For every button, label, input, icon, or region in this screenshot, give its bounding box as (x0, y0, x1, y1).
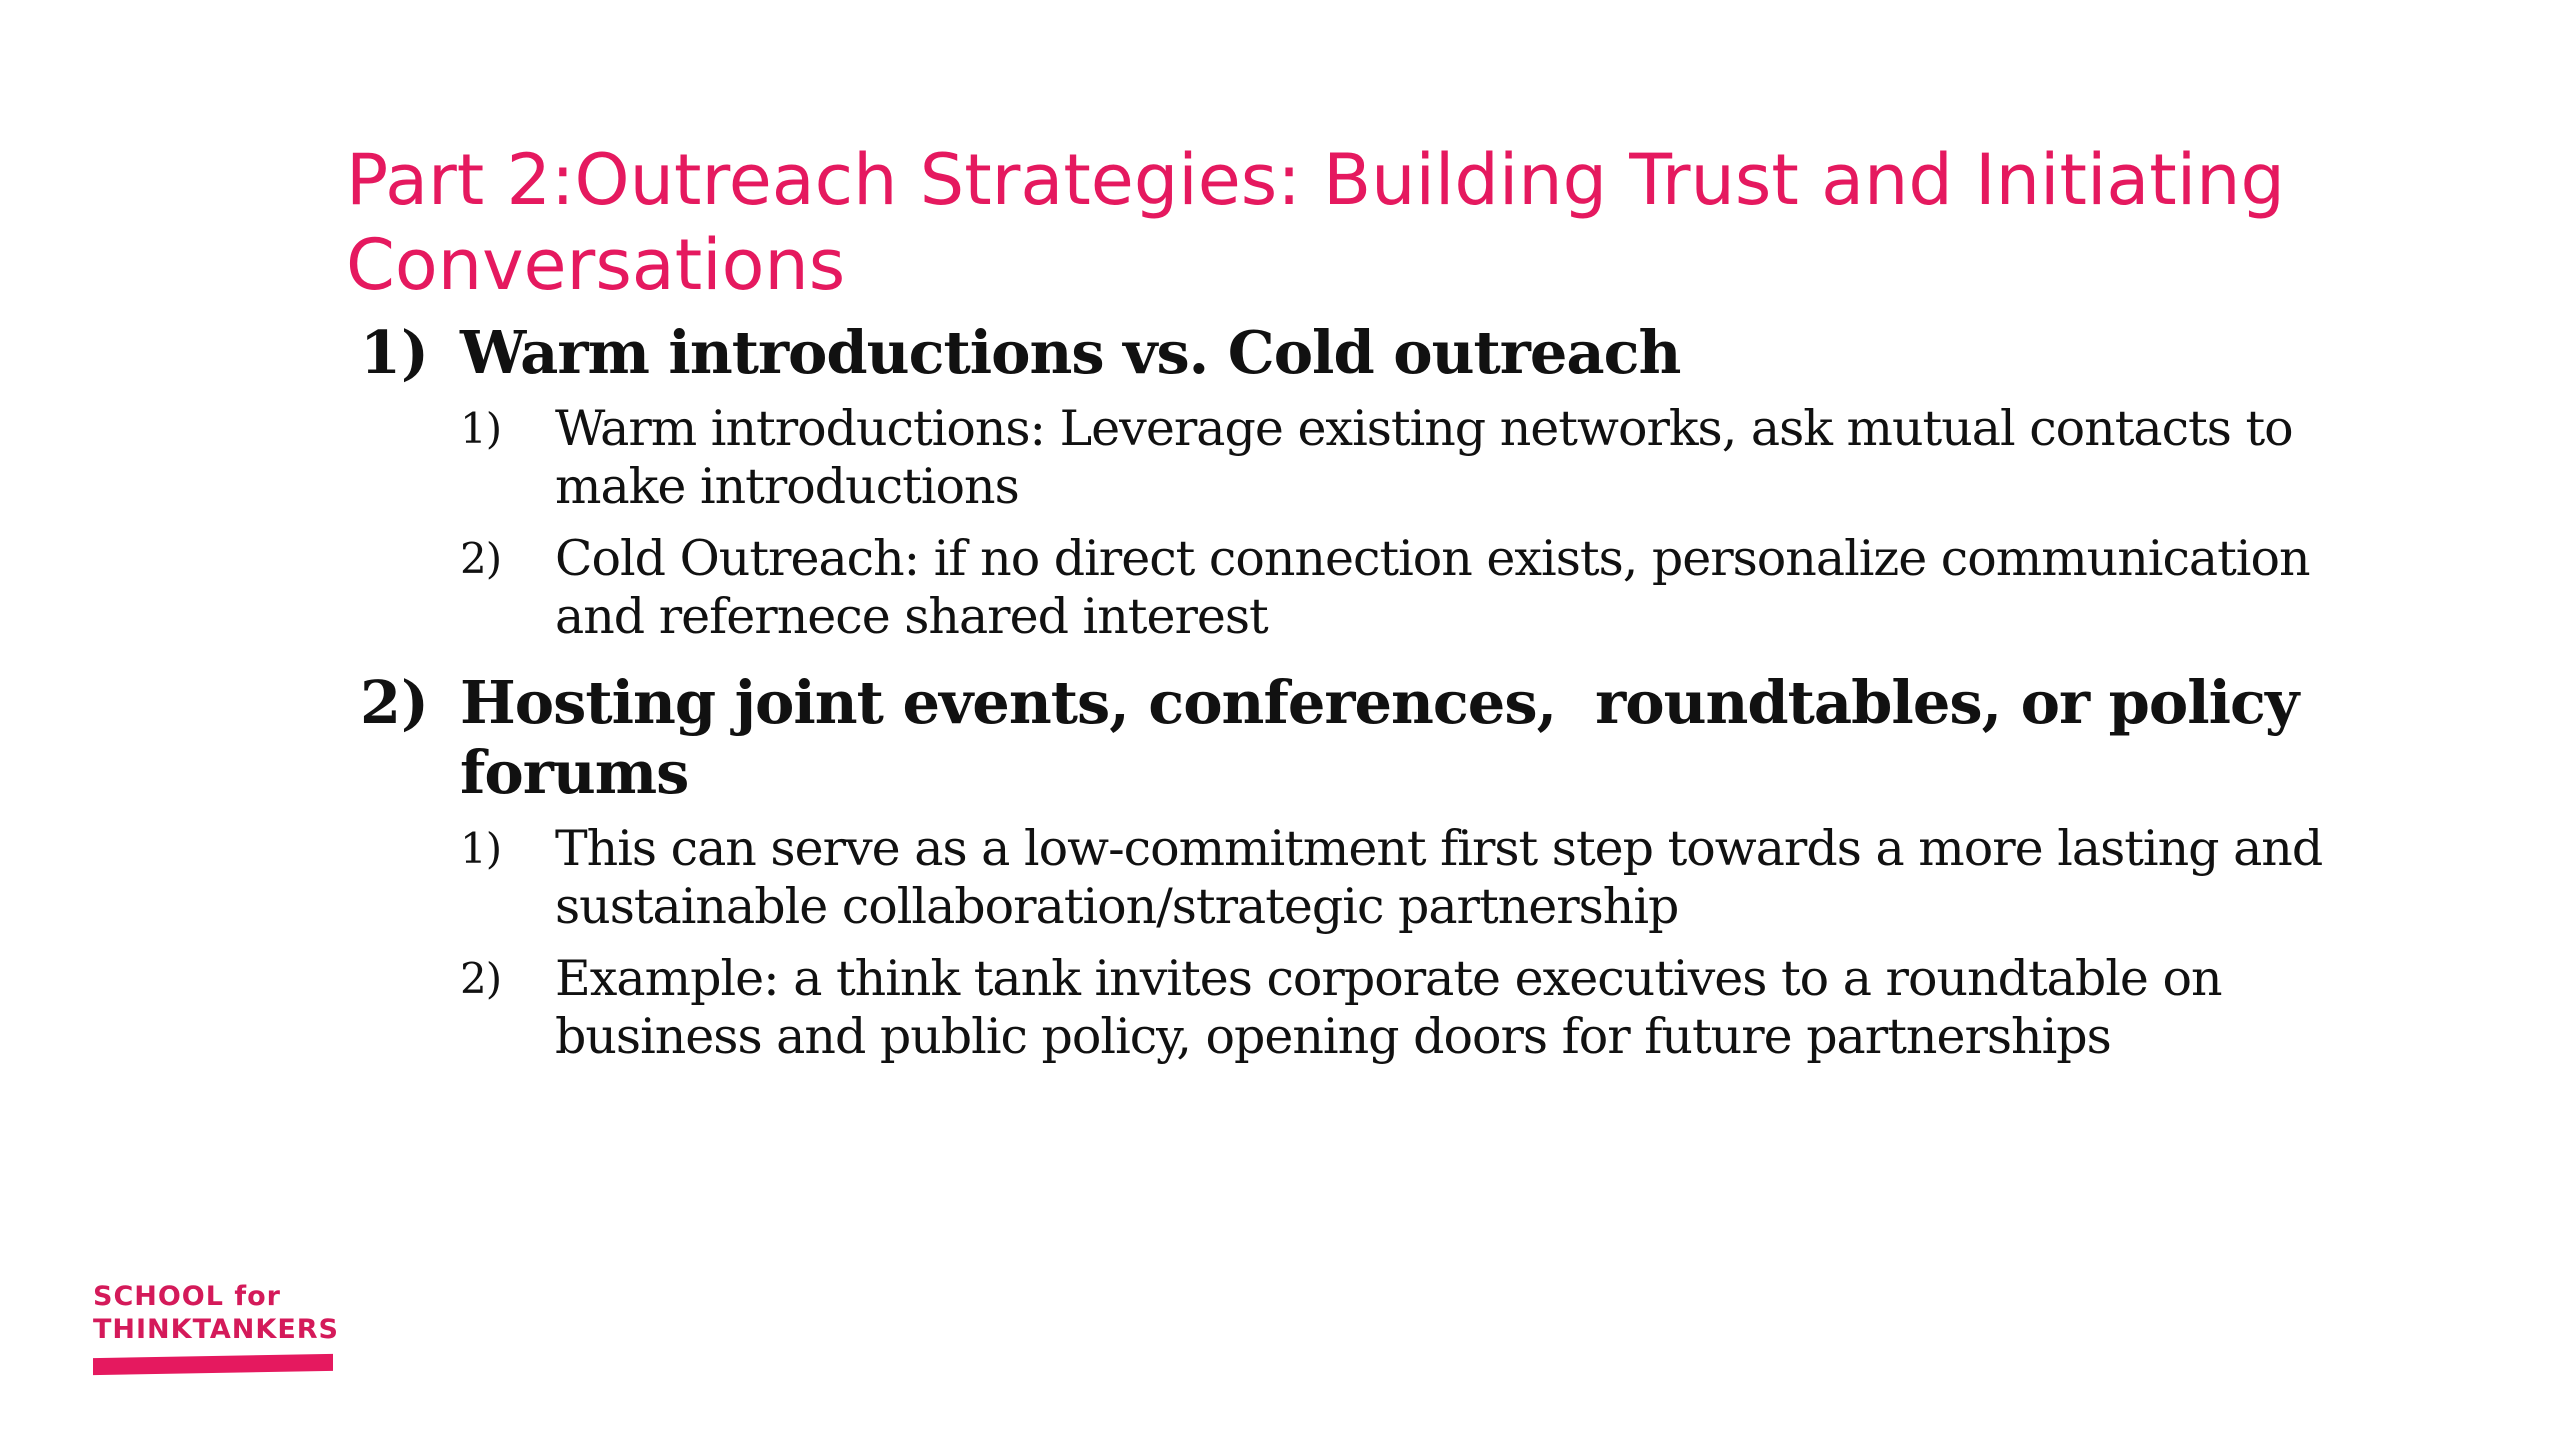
school-for-thinktankers-logo (93, 1280, 343, 1373)
sub-item-number: 1) (460, 404, 502, 453)
sub-item (460, 820, 2370, 936)
sub-item-number: 2) (460, 954, 502, 1003)
sub-item (460, 530, 2370, 646)
sub-item-text: Cold Outreach: if no direct connection exists, personalize communication and refernece shared interest (555, 530, 2310, 645)
sub-list (460, 820, 2370, 1066)
sub-item-number: 1) (460, 824, 502, 873)
sub-item-text: This can serve as a low-commitment first step towards a more lasting and sustainable collaboration/strategic partnership (555, 820, 2323, 935)
outline-section (360, 318, 2370, 646)
section-heading: Warm introductions vs. Cold outreach (460, 318, 1681, 387)
section-number: 1) (360, 318, 429, 387)
sub-item (460, 400, 2370, 516)
sub-item (460, 950, 2370, 1066)
section-heading: Hosting joint events, conferences, roundtables, or policy forums (460, 668, 2318, 807)
logo-line-2: THINKTANKERS (93, 1314, 339, 1345)
logo-underline-bar (93, 1354, 333, 1375)
outline-list (360, 318, 2370, 1066)
sub-list (460, 400, 2370, 646)
sub-item-text: Warm introductions: Leverage existing networks, ask mutual contacts to make introductions (555, 400, 2293, 515)
section-number: 2) (360, 668, 429, 737)
slide-title: Part 2:Outreach Strategies: Building Trust and Initiating Conversations (346, 139, 2285, 306)
sub-item-number: 2) (460, 534, 502, 583)
logo-line-1: SCHOOL for (93, 1281, 281, 1312)
outline-section (360, 668, 2370, 1066)
sub-item-text: Example: a think tank invites corporate executives to a roundtable on business and public policy, opening doors for future partnerships (555, 950, 2222, 1065)
